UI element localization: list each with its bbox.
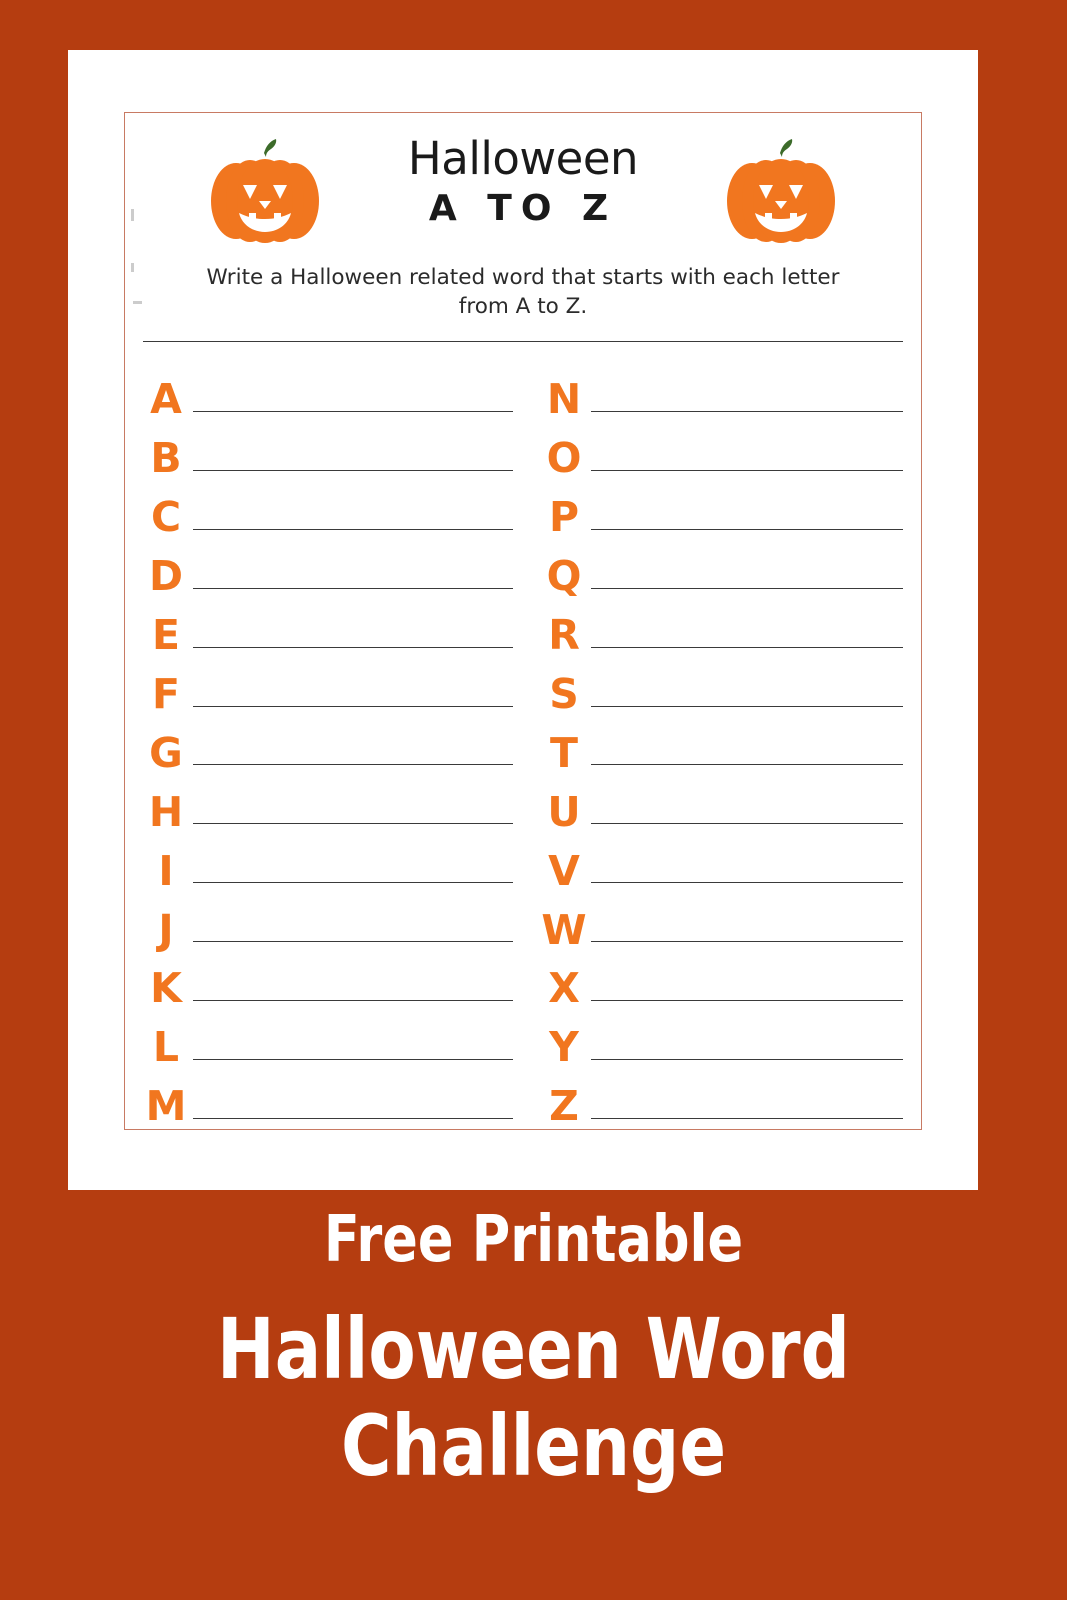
letter-label: W [541,905,587,954]
scan-speck [131,209,134,221]
letter-label: F [151,669,180,718]
letter-label: D [148,551,184,600]
letter-label: Y [549,1023,579,1072]
answer-line[interactable] [193,1117,513,1119]
worksheet-instructions: Write a Halloween related word that starts with each letter from A to Z. [206,265,840,320]
letter-label: J [158,905,174,954]
letter-row [541,353,903,424]
letter-label: Z [549,1082,579,1131]
printable-sheet [68,50,978,1190]
letter-row [143,1001,513,1072]
letter-row [143,589,513,659]
letter-label: A [150,375,182,424]
letter-row [143,412,513,483]
letter-row [143,824,513,895]
letter-row [541,942,903,1013]
letter-row [541,824,903,895]
letter-label: B [150,434,182,483]
letter-row [541,1060,903,1131]
letter-row [143,883,513,954]
caption-line-1: Free Printable [323,1203,744,1277]
letter-row [143,765,513,836]
letter-label: S [549,669,579,718]
letter-row [541,471,903,542]
scan-speck [131,263,134,272]
letter-label: I [158,846,174,895]
letter-row [541,765,903,836]
letter-row [143,353,513,424]
letter-row [143,707,513,777]
letter-row [541,883,903,954]
letter-label: P [548,493,580,542]
column-n-to-z [523,353,903,1131]
letter-label: T [550,728,578,777]
worksheet-header [125,113,921,253]
column-a-to-m [143,353,523,1131]
letter-row [143,530,513,600]
letter-label: N [546,375,582,424]
letter-label: K [150,964,182,1013]
letter-label: C [150,493,182,542]
letter-label: X [548,964,580,1013]
pumpkin-right-icon [725,139,837,243]
letter-row [541,1001,903,1072]
letters-columns [143,353,903,1131]
answer-line[interactable] [591,1117,903,1119]
letter-label: G [149,728,183,777]
letter-row [541,707,903,777]
caption-line-2: Halloween Word Challenge [217,1300,850,1495]
letter-label: H [148,787,184,836]
letter-label: R [548,610,580,659]
worksheet-frame [124,112,922,1130]
letter-row [541,589,903,659]
poster-caption [0,1205,1067,1495]
title-sub: A TO Z [428,188,618,230]
letter-label: U [547,787,581,836]
letter-row [143,1060,513,1131]
letter-row [143,471,513,542]
title-main: Halloween [407,132,639,185]
letter-label: M [145,1082,187,1131]
letter-row [541,412,903,483]
letter-label: L [152,1023,180,1072]
letter-label: V [548,846,580,895]
letter-row [541,648,903,718]
letter-row [143,648,513,718]
letter-label: Q [546,551,582,600]
letter-row [541,530,903,600]
letter-label: O [546,434,582,483]
header-divider [143,341,903,342]
scan-speck [133,301,142,304]
letter-row [143,942,513,1013]
letter-label: E [151,610,180,659]
